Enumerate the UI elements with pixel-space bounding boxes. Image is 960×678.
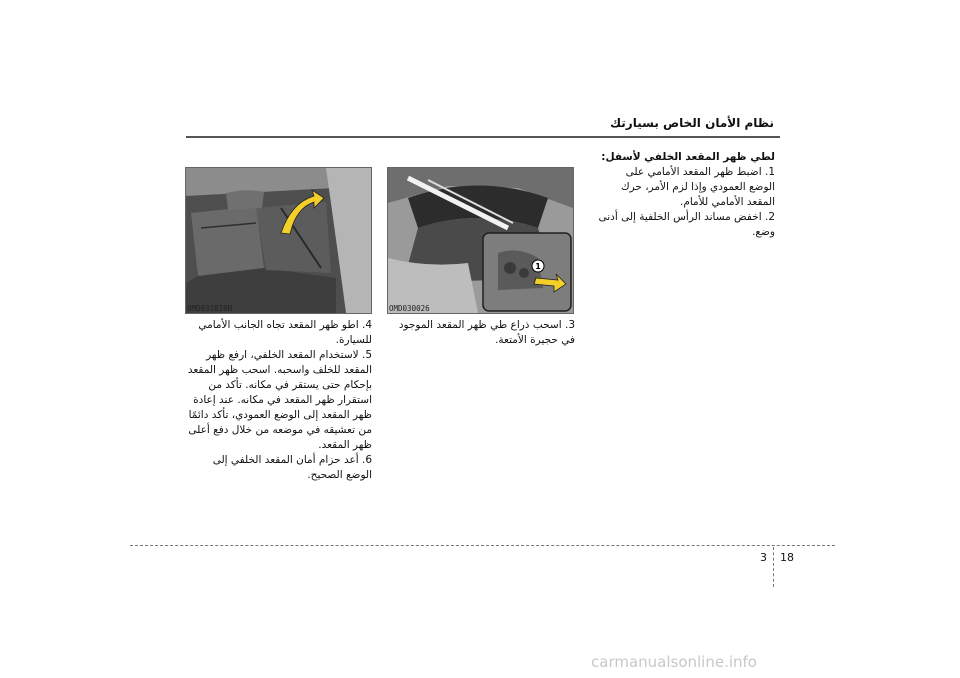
footer-divider xyxy=(130,545,835,546)
instruction-step-4: 4. اطو ظهر المقعد تجاه الجانب الأمامي للسيارة. xyxy=(198,319,372,346)
callout-number: 1 xyxy=(535,262,541,271)
trunk-lever-photo xyxy=(387,167,574,314)
instruction-step-6: 6. أعد حزام أمان المقعد الخلفي إلى الوضع الصحيح. xyxy=(212,454,372,481)
instruction-step-5: 5. لاستخدام المقعد الخلفي، ارفع ظهر المقعد للخلف واسحبه. اسحب ظهر المقعد بإحكام حتى يستقر في مكانه. تأكد من استقرار ظهر المقعد في مكانه. عند إعادة ظهر المقعد إلى الوضع العمودي، تأكد دائمًا من تعشيقه في موضعه من خلال دفع أعلى ظهر المقعد. xyxy=(187,349,372,451)
figure-code-left: OMD031028N xyxy=(187,304,233,313)
instructions-column-3 xyxy=(184,318,372,483)
section-number: 3 xyxy=(760,551,767,564)
instruction-step-3: 3. اسحب ذراع طي ظهر المقعد الموجود في حجيرة الأمتعة. xyxy=(398,319,575,346)
figure-code-right: OMD030026 xyxy=(389,304,430,313)
rear-seat-photo xyxy=(185,167,372,314)
page-number: 18 xyxy=(780,551,794,564)
instructions-heading: لطي ظهر المقعد الخلفي لأسفل: xyxy=(601,151,775,163)
watermark: carmanualsonline.info xyxy=(591,653,757,671)
instructions-column-2 xyxy=(395,318,575,348)
page-number-divider xyxy=(773,547,774,587)
header-divider xyxy=(186,136,780,138)
section-title: نظام الأمان الخاص بسيارتك xyxy=(610,116,774,130)
instruction-step-2: 2. اخفض مساند الرأس الخلفية إلى أدنى وضع. xyxy=(598,211,775,238)
instructions-column-1 xyxy=(597,150,775,240)
instruction-step-1: 1. اضبط ظهر المقعد الأمامي على الوضع العمودي وإذا لزم الأمر، حرك المقعد الأمامي للأمام. xyxy=(620,166,775,208)
